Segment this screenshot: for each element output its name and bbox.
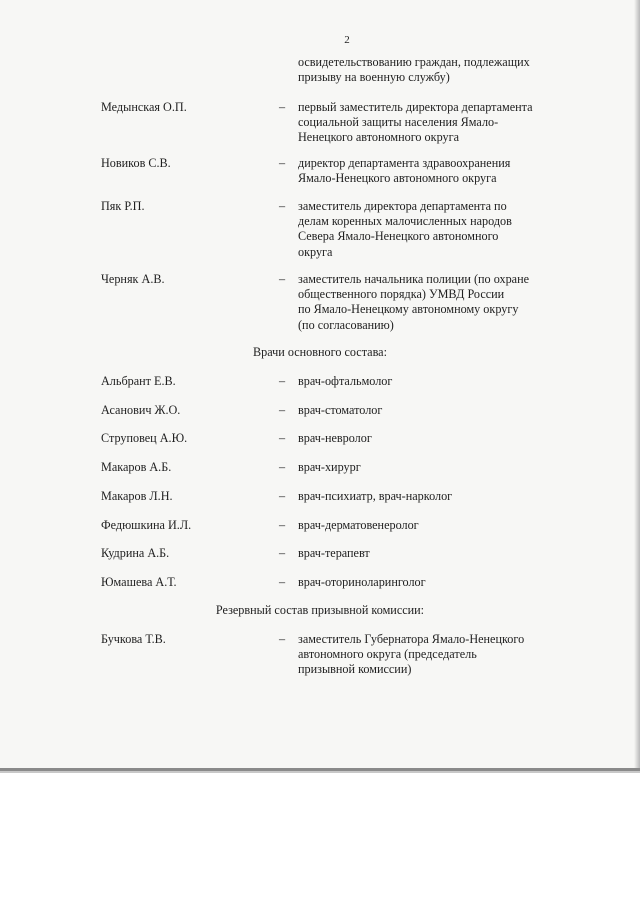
dash-separator: –: [279, 460, 286, 474]
text-line: Севера Ямало-Ненецкого автономного: [298, 229, 499, 244]
text-line: округа: [298, 244, 333, 259]
doctor-name: Макаров А.Б.: [101, 460, 172, 474]
text-line: заместитель начальника полиции (по охране: [298, 272, 530, 286]
doctor-name: Струповец А.Ю.: [101, 431, 188, 445]
dash-separator: –: [279, 374, 286, 388]
text-line: директор департамента здравоохранения: [298, 156, 511, 170]
scan-edge-shadow: [634, 0, 640, 768]
text-line: делам коренных малочисленных народов: [298, 214, 512, 229]
member-position: [298, 199, 598, 260]
member-name: Медынская О.П.: [101, 100, 187, 114]
doctor-name: Макаров Л.Н.: [101, 489, 173, 503]
text-line: призыву на военную службу): [298, 70, 450, 85]
page-number: 2: [344, 34, 350, 46]
member-position: [298, 156, 598, 186]
dash-separator: –: [279, 199, 286, 213]
doctor-name: Кудрина А.Б.: [101, 546, 170, 560]
member-position: [298, 100, 598, 146]
doctor-name: Федюшкина И.Л.: [101, 518, 192, 532]
text-line: заместитель Губернатора Ямало-Ненецкого: [298, 632, 525, 646]
doctor-name: Юмашева А.Т.: [101, 575, 177, 589]
text-line: (по согласованию): [298, 317, 394, 332]
text-line: первый заместитель директора департамента: [298, 100, 533, 114]
text-line: социальной защиты населения Ямало-: [298, 115, 499, 130]
continuation-text: [298, 55, 598, 85]
text-line: Ямало-Ненецкого автономного округа: [298, 171, 497, 186]
dash-separator: –: [279, 546, 286, 560]
dash-separator: –: [279, 272, 286, 286]
member-position: [298, 272, 598, 333]
dash-separator: –: [279, 100, 286, 114]
dash-separator: –: [279, 575, 286, 589]
text-line: заместитель директора департамента по: [298, 199, 507, 213]
doctor-role: врач-оториноларинголог: [298, 575, 426, 589]
doctor-role: врач-терапевт: [298, 546, 370, 560]
member-name: Новиков С.В.: [101, 156, 171, 170]
text-line: общественного порядка) УМВД России: [298, 287, 505, 302]
dash-separator: –: [279, 518, 286, 532]
member-name: Черняк А.В.: [101, 272, 165, 286]
text-line: Ненецкого автономного округа: [298, 130, 460, 145]
reserve-member-name: Бучкова Т.В.: [101, 632, 166, 646]
doctors-heading: Врачи основного состава:: [253, 345, 387, 359]
text-line: автономного округа (председатель: [298, 647, 477, 662]
doctor-role: врач-хирург: [298, 460, 361, 474]
doctor-name: Асанович Ж.О.: [101, 403, 181, 417]
doctor-role: врач-стоматолог: [298, 403, 383, 417]
reserve-member-position: [298, 632, 598, 678]
doctor-name: Альбрант Е.В.: [101, 374, 176, 388]
dash-separator: –: [279, 156, 286, 170]
doctor-role: врач-офтальмолог: [298, 374, 393, 388]
dash-separator: –: [279, 431, 286, 445]
text-line: по Ямало-Ненецкому автономному округу: [298, 302, 519, 317]
doctor-role: врач-психиатр, врач-нарколог: [298, 489, 453, 503]
text-line: освидетельствованию граждан, подлежащих: [298, 55, 530, 69]
member-name: Пяк Р.П.: [101, 199, 145, 213]
reserve-heading: Резервный состав призывной комиссии:: [215, 603, 425, 617]
text-line: призывной комиссии): [298, 662, 412, 677]
doctor-role: врач-невролог: [298, 431, 372, 445]
dash-separator: –: [279, 489, 286, 503]
doctor-role: врач-дерматовенеролог: [298, 518, 419, 532]
dash-separator: –: [279, 632, 286, 646]
dash-separator: –: [279, 403, 286, 417]
